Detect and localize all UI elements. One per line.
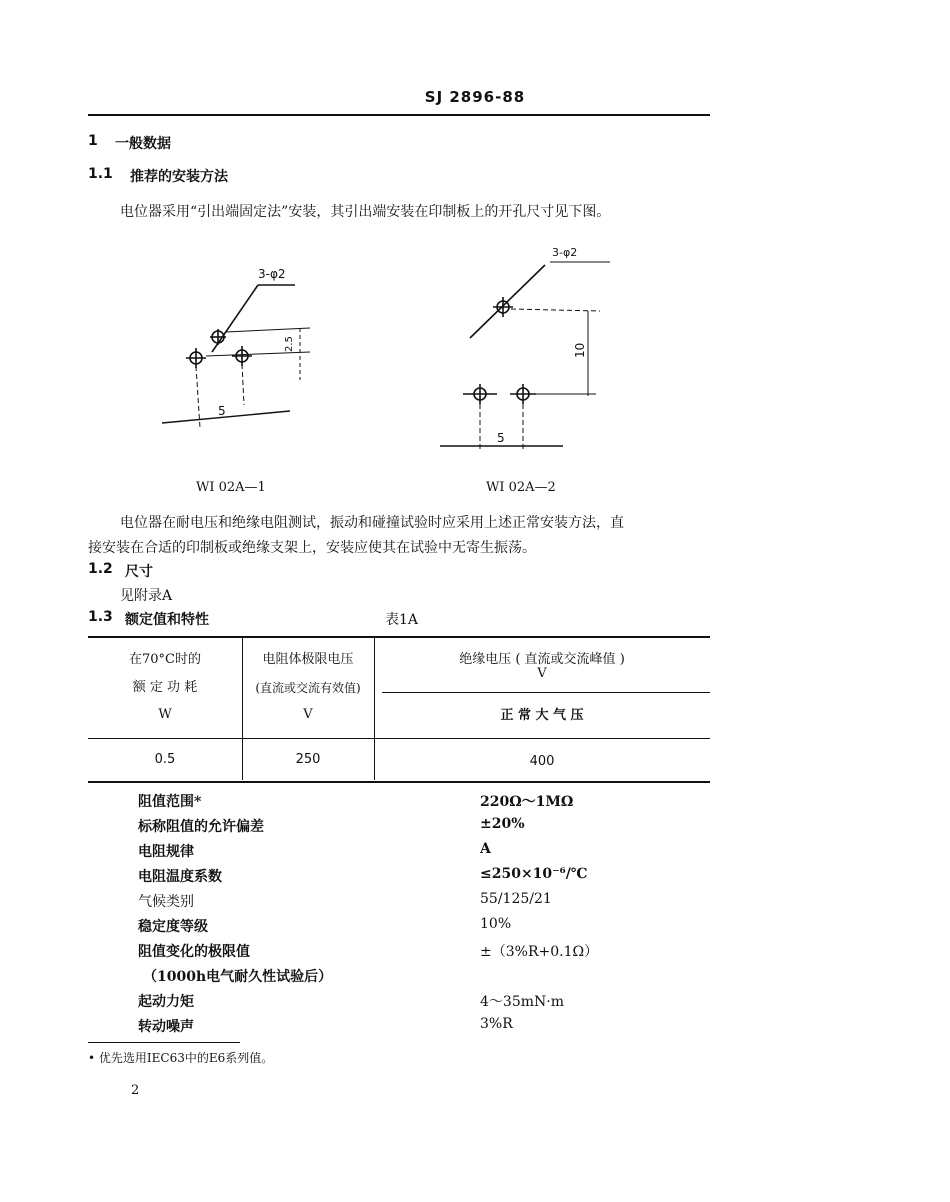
section-1-number: 1: [88, 133, 98, 149]
doc-number: SJ 2896-88: [424, 88, 526, 106]
char-name: 转动噪声: [138, 1019, 194, 1035]
section-1-2-number: 1.2: [88, 561, 113, 577]
table-label: 表1A: [385, 612, 419, 628]
figure-left-drawing: [162, 285, 310, 428]
section-1-1-number: 1.1: [88, 166, 113, 182]
hole-icon: [232, 346, 252, 366]
char-name: 电阻规律: [138, 844, 194, 860]
figure-right-hole-label: 3-φ2: [552, 246, 578, 259]
figure-left-hole-label: 3-φ2: [258, 267, 286, 281]
section-1-1-title: 推荐的安装方法: [130, 169, 228, 185]
table-col3-header: 绝缘电压 ( 直流或交流峰值 ): [459, 652, 625, 667]
table-bottom-rule: [88, 781, 710, 783]
char-name: 电阻温度系数: [138, 869, 222, 885]
char-value: 220Ω～1MΩ: [480, 794, 574, 810]
section-1-3-number: 1.3: [88, 609, 113, 625]
hole-icon: [510, 384, 536, 404]
footnote: • 优先选用IEC63中的E6系列值。: [88, 1051, 274, 1065]
section-1-2-text: 见附录A: [120, 588, 173, 604]
table-top-rule: [88, 636, 710, 638]
figure-left-dim-h: 5: [218, 404, 226, 418]
char-name: 标称阻值的允许偏差: [138, 819, 264, 835]
table-cell-limit-voltage: 250: [295, 752, 321, 767]
figure-right-dim-h: 5: [497, 431, 505, 445]
char-value: ±20%: [480, 816, 525, 832]
table-col3-subheader: 正 常 大 气 压: [500, 708, 584, 723]
char-value: 55/125/21: [480, 891, 552, 907]
table-col3-unit: V: [537, 666, 547, 681]
figure-right-caption: WI 02A—2: [486, 480, 556, 495]
table-col1-header-line1: 在70°C时的: [129, 652, 201, 667]
table-col1-unit: W: [158, 707, 172, 722]
char-value: 10%: [480, 916, 512, 932]
char-value: A: [480, 841, 491, 857]
hole-icon: [210, 329, 226, 345]
section-1-1-text: 电位器采用“引出端固定法”安装，其引出端安装在印制板上的开孔尺寸见下图。: [120, 204, 611, 220]
table-header-bottom-rule: [88, 738, 710, 739]
table-col2-header-line2: (直流或交流有效值): [255, 681, 361, 695]
mount-paragraph-line1: 电位器在耐电压和绝缘电阻测试，振动和碰撞试验时应采用上述正常安装方法，直: [120, 515, 624, 531]
char-value: ±（3%R+0.1Ω）: [480, 944, 599, 960]
table-cell-insulation-voltage: 400: [529, 754, 555, 769]
char-name: （1000h电气耐久性试验后）: [143, 969, 333, 985]
table-col3-subrule: [382, 692, 710, 693]
char-name: 阻值变化的极限值: [138, 944, 250, 960]
hole-icon: [463, 384, 497, 404]
figure-left-caption: WI 02A—1: [196, 480, 266, 495]
char-value: ≤250×10⁻⁶/℃: [480, 866, 588, 882]
char-name: 起动力矩: [138, 994, 194, 1010]
mount-paragraph-line2: 接安装在合适的印制板或绝缘支架上，安装应使其在试验中无寄生振荡。: [88, 540, 536, 556]
char-name: 稳定度等级: [138, 919, 208, 935]
char-value: 4～35mN·m: [480, 994, 564, 1010]
table-col2-header-line1: 电阻体极限电压: [262, 652, 354, 667]
section-1-title: 一般数据: [115, 136, 171, 152]
hole-icon: [186, 348, 206, 368]
table-col2-unit: V: [303, 707, 313, 722]
section-1-3-title: 额定值和特性: [125, 612, 209, 628]
mounting-hole-diagrams: [0, 0, 950, 470]
section-1-2-title: 尺寸: [125, 564, 153, 580]
char-name: 气候类别: [138, 894, 194, 910]
figure-left-dim-v: 2.5: [284, 336, 295, 352]
footnote-rule: [88, 1042, 240, 1043]
char-name: 阻值范围*: [138, 794, 202, 810]
char-value: 3%R: [480, 1016, 513, 1032]
page-number: 2: [131, 1083, 140, 1098]
table-col1-header-line2: 额 定 功 耗: [132, 680, 198, 695]
table-cell-power: 0.5: [154, 752, 176, 767]
figure-right-dim-v: 10: [573, 342, 587, 358]
